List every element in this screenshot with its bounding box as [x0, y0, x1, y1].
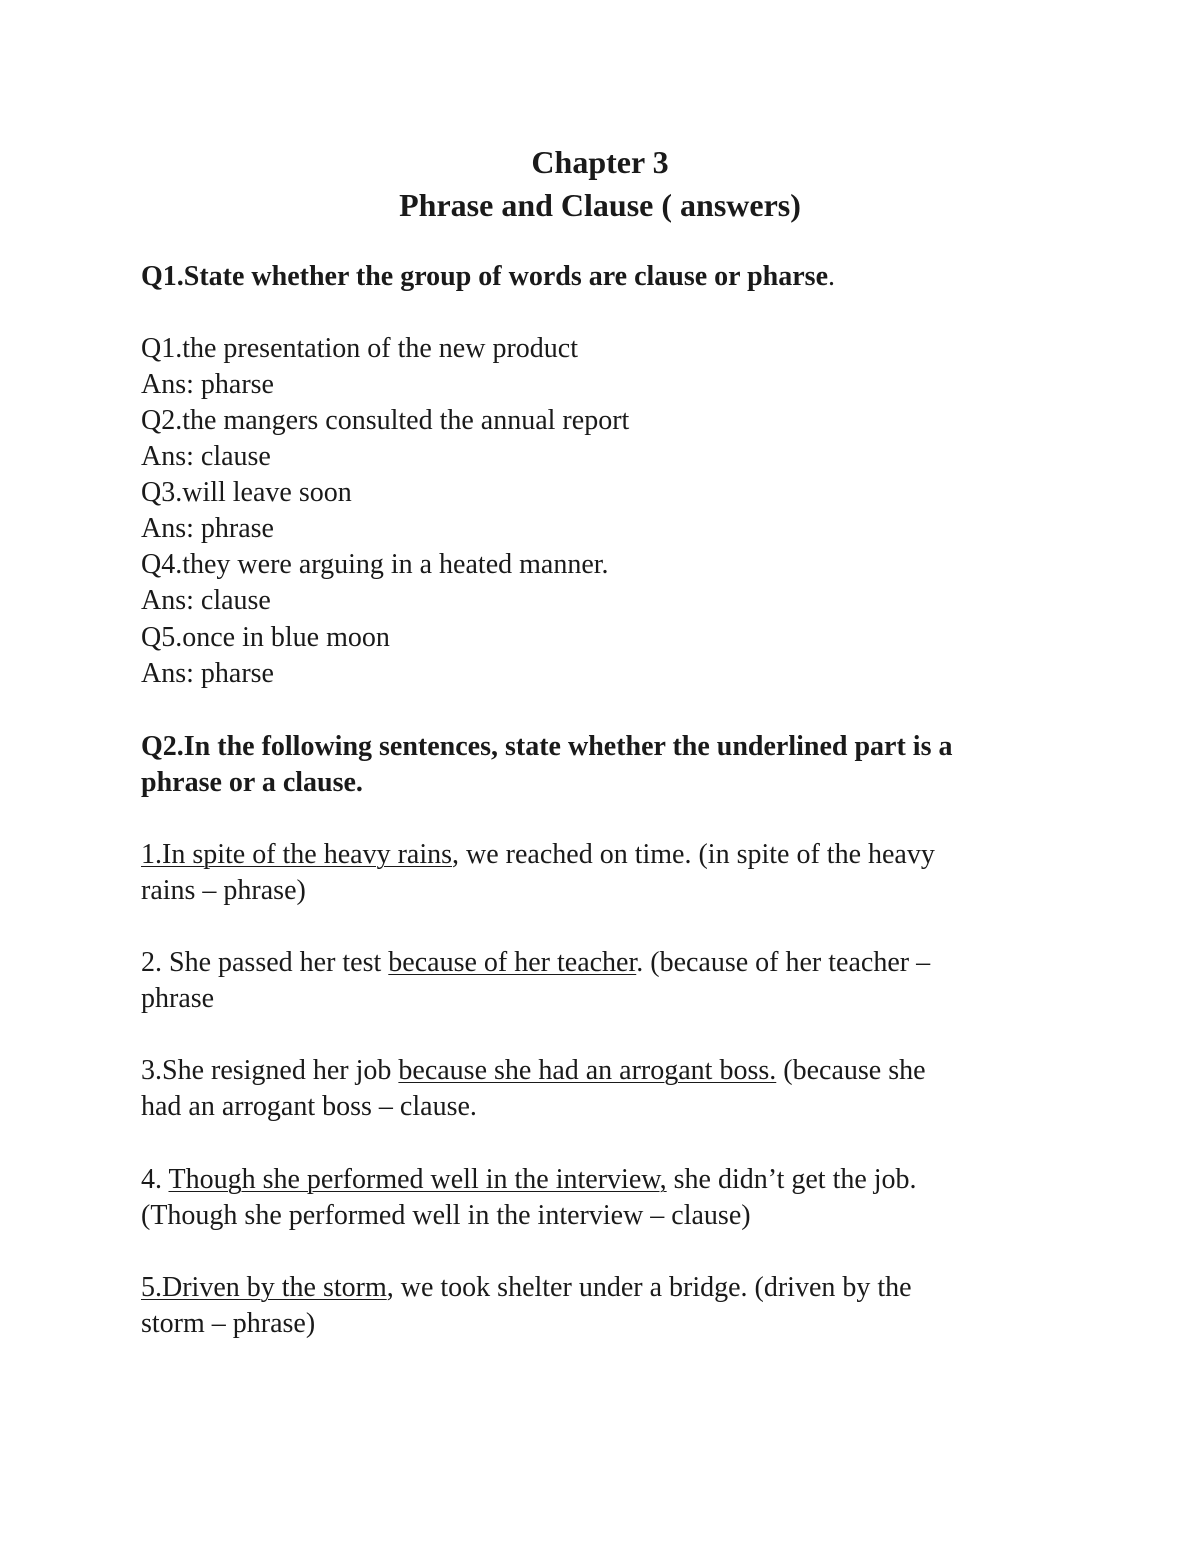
sentence-2-line2: phrase	[141, 983, 215, 1014]
sentence-1-line2: rains – phrase)	[141, 875, 306, 906]
sentence-4-before: 4.	[141, 1164, 169, 1195]
q4-question: Q4.they were arguing in a heated manner.	[141, 549, 609, 580]
q1-question: Q1.the presentation of the new product	[141, 333, 578, 364]
q4-answer: Ans: clause	[141, 585, 271, 616]
q2-answer: Ans: clause	[141, 441, 271, 472]
sentence-5-line2: storm – phrase)	[141, 1308, 316, 1339]
sentence-4-line2: (Though she performed well in the interview – clause)	[141, 1200, 751, 1231]
sentence-3-after: (because she	[776, 1055, 926, 1086]
sentence-3-line2: had an arrogant boss – clause.	[141, 1091, 477, 1122]
section2-heading-line1: Q2.In the following sentences, state whether the underlined part is a	[141, 731, 953, 762]
sentence-1-underlined: 1.In spite of the heavy rains	[141, 839, 453, 870]
q3-question: Q3.will leave soon	[141, 477, 352, 508]
q2-question: Q2.the mangers consulted the annual report	[141, 405, 630, 436]
sentence-2-line1	[141, 945, 930, 981]
sentence-2-before: 2. She passed her test	[141, 947, 389, 978]
sentence-5-underlined: 5.Driven by the storm	[141, 1272, 387, 1303]
sentence-3-before: 3.She resigned her job	[141, 1055, 399, 1086]
q3-answer: Ans: phrase	[141, 513, 274, 544]
sentence-5-after: , we took shelter under a bridge. (driven by the	[386, 1272, 912, 1303]
chapter-subtitle: Phrase and Clause ( answers)	[399, 187, 801, 223]
sentence-1-line1	[141, 837, 935, 873]
sentence-2-underlined: because of her teacher	[388, 947, 637, 978]
sentence-1-after: , we reached on time. (in spite of the heavy	[452, 839, 935, 870]
sentence-3-line1	[141, 1053, 926, 1089]
sentence-3-underlined: because she had an arrogant boss.	[398, 1055, 777, 1086]
q5-question: Q5.once in blue moon	[141, 622, 390, 653]
section2-heading-line2: phrase or a clause.	[141, 767, 363, 798]
sentence-2-after: . (because of her teacher –	[636, 947, 931, 978]
sentence-4-line1	[141, 1162, 917, 1198]
q1-answer: Ans: pharse	[141, 369, 274, 400]
section1-heading-text: Q1.State whether the group of words are clause or pharse	[141, 261, 828, 292]
sentence-4-underlined: Though she performed well in the interview,	[168, 1164, 667, 1195]
q5-answer: Ans: pharse	[141, 658, 274, 689]
sentence-5-line1	[141, 1270, 912, 1306]
section1-heading	[141, 259, 1071, 295]
section1-heading-period: .	[828, 261, 835, 292]
sentence-4-after: she didn’t get the job.	[666, 1164, 917, 1195]
chapter-title: Chapter 3	[531, 144, 669, 180]
